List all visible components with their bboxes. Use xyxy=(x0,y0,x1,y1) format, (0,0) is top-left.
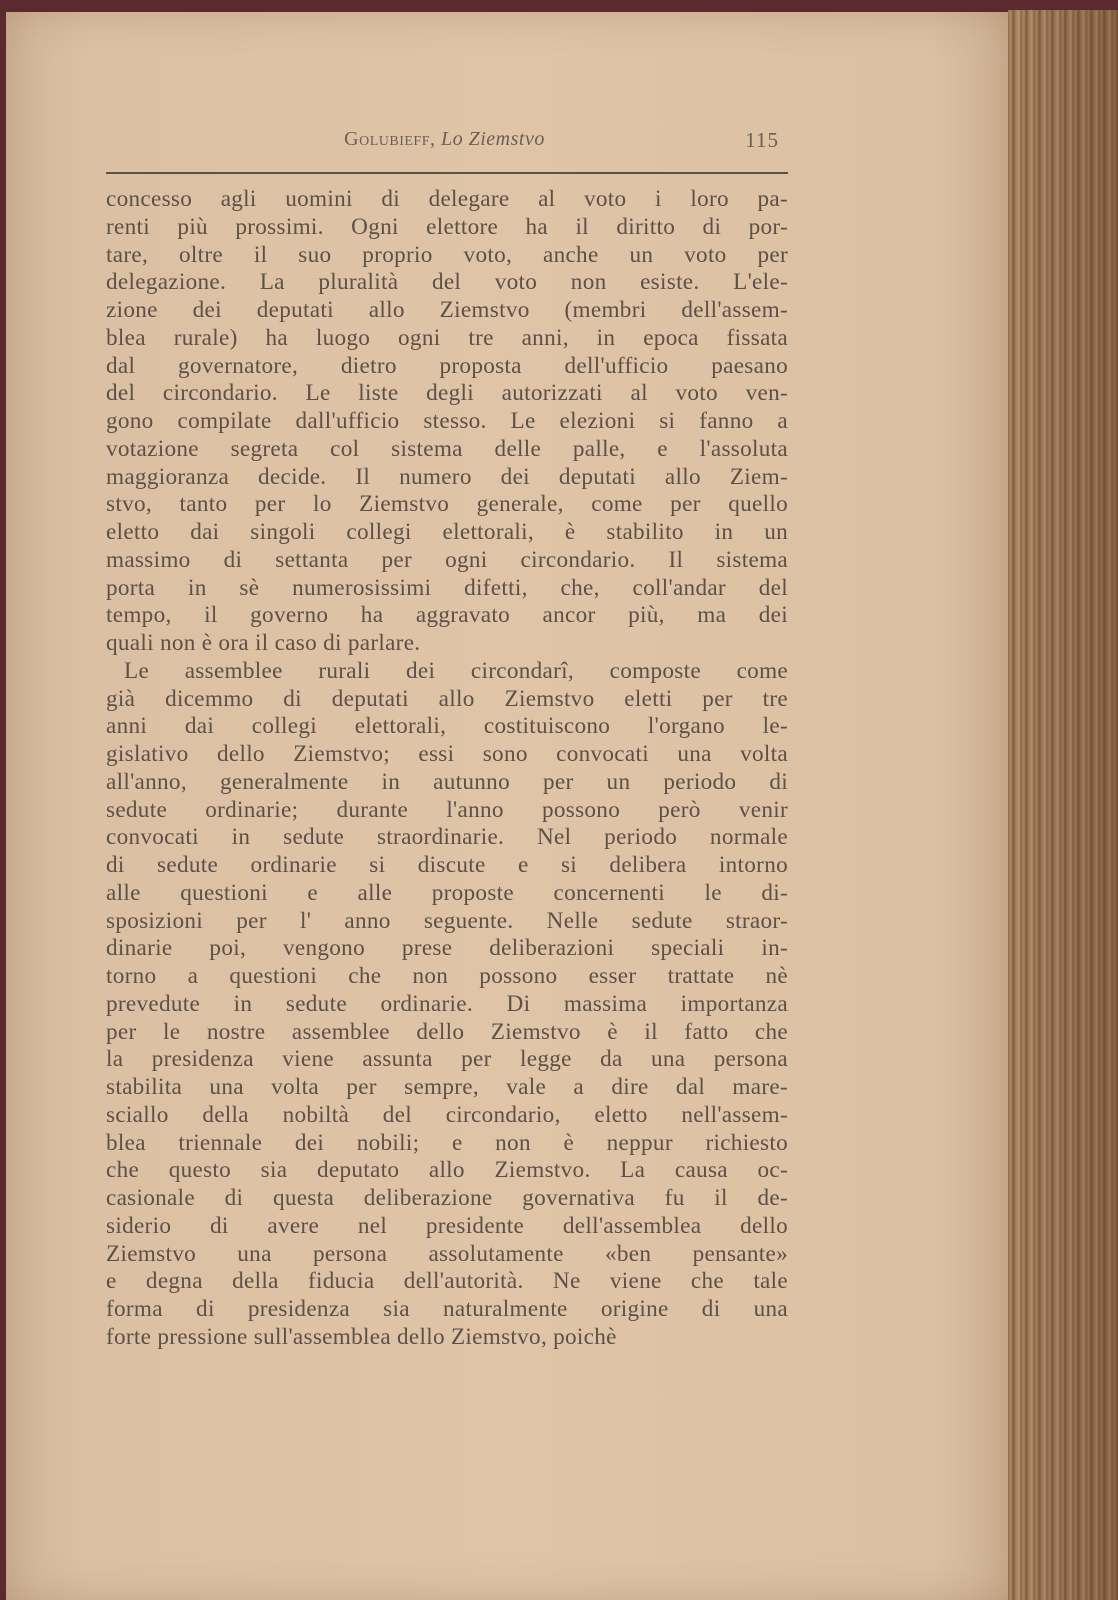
text-line: forte pressione sull'assemblea dello Ziemstvo, poichè xyxy=(106,1323,617,1350)
text-line: massimo di settanta per ogni circondario. Il sistema xyxy=(106,546,788,573)
text-line: sposizioni per l' anno seguente. Nelle sedute straor- xyxy=(106,907,788,934)
text-line: convocati in sedute straordinarie. Nel periodo normale xyxy=(106,824,788,851)
text-line: siderio di avere nel presidente dell'assemblea dello xyxy=(106,1212,788,1239)
header-rule xyxy=(106,172,788,174)
text-line: per le nostre assemblee dello Ziemstvo è il fatto che xyxy=(106,1018,788,1045)
text-line: maggioranza decide. Il numero dei deputati allo Ziem- xyxy=(106,463,788,490)
body-text xyxy=(106,186,788,1352)
text-line: già dicemmo di deputati allo Ziemstvo eletti per tre xyxy=(106,685,788,712)
text-line: del circondario. Le liste degli autorizzati al voto ven- xyxy=(106,380,788,407)
text-line: stabilita una volta per sempre, vale a dire dal mare- xyxy=(106,1074,788,1100)
book-page-edges xyxy=(1008,10,1118,1600)
text-line: tempo, il governo ha aggravato ancor più, ma dei xyxy=(106,602,788,629)
text-line: delegazione. La pluralità del voto non esiste. L'ele- xyxy=(106,269,788,296)
running-header xyxy=(106,128,783,158)
text-line: sedute ordinarie; durante l'anno possono però venir xyxy=(106,796,788,823)
text-line: blea triennale dei nobili; e non è neppur richiesto xyxy=(106,1129,788,1156)
running-title xyxy=(106,128,783,151)
text-line: quali non è ora il caso di parlare. xyxy=(106,630,421,656)
text-line: che questo sia deputato allo Ziemstvo. La causa oc- xyxy=(106,1157,788,1184)
text-line: prevedute in sedute ordinarie. Di massima importanza xyxy=(106,990,788,1017)
text-line: stvo, tanto per lo Ziemstvo generale, come per quello xyxy=(106,491,788,518)
text-line: forma di presidenza sia naturalmente origine di una xyxy=(106,1296,788,1322)
text-line: e degna della fiducia dell'autorità. Ne viene che tale xyxy=(106,1268,788,1295)
text-line: all'anno, generalmente in autunno per un periodo di xyxy=(106,768,788,795)
text-line: dinarie poi, vengono prese deliberazioni speciali in- xyxy=(106,935,788,962)
text-line: anni dai collegi elettorali, costituiscono l'organo le- xyxy=(106,713,788,740)
header-work: Lo Ziemstvo xyxy=(441,128,545,150)
text-line: zione dei deputati allo Ziemstvo (membri dell'assem- xyxy=(106,297,788,323)
text-line: votazione segreta col sistema delle palle, e l'assoluta xyxy=(106,435,788,462)
text-line: renti più prossimi. Ogni elettore ha il diritto di por- xyxy=(106,213,788,240)
text-line: gislativo dello Ziemstvo; essi sono convocati una volta xyxy=(106,741,788,767)
text-line: alle questioni e alle proposte concernenti le di- xyxy=(106,879,788,906)
header-author: Golubieff, xyxy=(344,128,436,150)
text-line: torno a questioni che non possono esser trattate nè xyxy=(106,963,788,989)
text-line: Ziemstvo una persona assolutamente «ben pensante» xyxy=(106,1240,788,1267)
text-line: la presidenza viene assunta per legge da una persona xyxy=(106,1046,788,1073)
text-line: di sedute ordinarie si discute e si delibera intorno xyxy=(106,852,788,878)
text-line: casionale di questa deliberazione governativa fu il de- xyxy=(106,1185,788,1211)
text-line: eletto dai singoli collegi elettorali, è stabilito in un xyxy=(106,519,788,545)
text-line: sciallo della nobiltà del circondario, eletto nell'assem- xyxy=(106,1101,788,1128)
text-line: porta in sè numerosissimi difetti, che, coll'andar del xyxy=(106,574,788,601)
text-line: dal governatore, dietro proposta dell'ufficio paesano xyxy=(106,352,788,379)
text-line: concesso agli uomini di delegare al voto i loro pa- xyxy=(106,186,788,212)
page-number: 115 xyxy=(745,128,779,152)
text-line: Le assemblee rurali dei circondarî, composte come xyxy=(124,657,788,684)
text-line: tare, oltre il suo proprio voto, anche un voto per xyxy=(106,241,788,268)
text-line: blea rurale) ha luogo ogni tre anni, in epoca fissata xyxy=(106,324,788,351)
paragraph xyxy=(106,186,788,658)
paragraph xyxy=(106,658,788,1352)
text-line: gono compilate dall'ufficio stesso. Le elezioni si fanno a xyxy=(106,408,788,434)
